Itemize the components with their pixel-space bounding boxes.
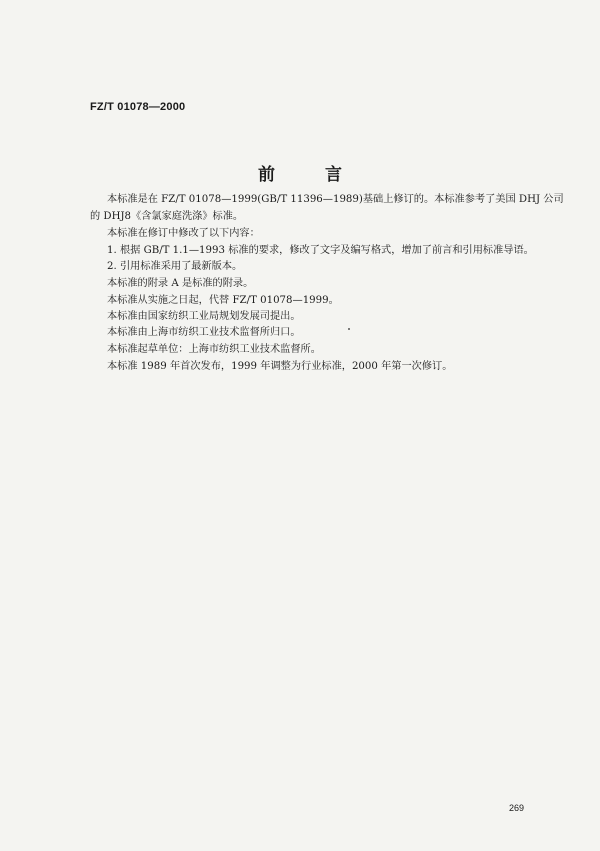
scan-speck bbox=[348, 328, 350, 330]
standard-code: FZ/T 01078—2000 bbox=[90, 101, 186, 113]
paragraph-line: 本标准由上海市纺织工业技术监督所归口。 bbox=[107, 327, 301, 338]
paragraph-line: 本标准 1989 年首次发布，1999 年调整为行业标准，2000 年第一次修订。 bbox=[107, 361, 453, 372]
paragraph-line: 本标准从实施之日起，代替 FZ/T 01078—1999。 bbox=[107, 295, 339, 306]
list-item: 2. 引用标准采用了最新版本。 bbox=[107, 261, 243, 272]
paragraph-line: 的 DHJ8《含氯家庭洗涤》标准。 bbox=[90, 211, 244, 222]
page-title: 前 言 bbox=[258, 165, 364, 185]
list-item: 1. 根据 GB/T 1.1—1993 标准的要求，修改了文字及编写格式，增加了前言和引用标准导语。 bbox=[107, 245, 534, 256]
paragraph-line: 本标准的附录 A 是标准的附录。 bbox=[107, 278, 254, 289]
paragraph-line: 本标准在修订中修改了以下内容： bbox=[107, 228, 260, 239]
paragraph-line: 本标准起草单位：上海市纺织工业技术监督所。 bbox=[107, 344, 321, 355]
paragraph-line: 本标准是在 FZ/T 01078—1999(GB/T 11396—1989)基础上修订的。本标准参考了美国 DHJ 公司 bbox=[107, 194, 564, 205]
paragraph-line: 本标准由国家纺织工业局规划发展司提出。 bbox=[107, 311, 301, 322]
page-number: 269 bbox=[509, 803, 525, 813]
